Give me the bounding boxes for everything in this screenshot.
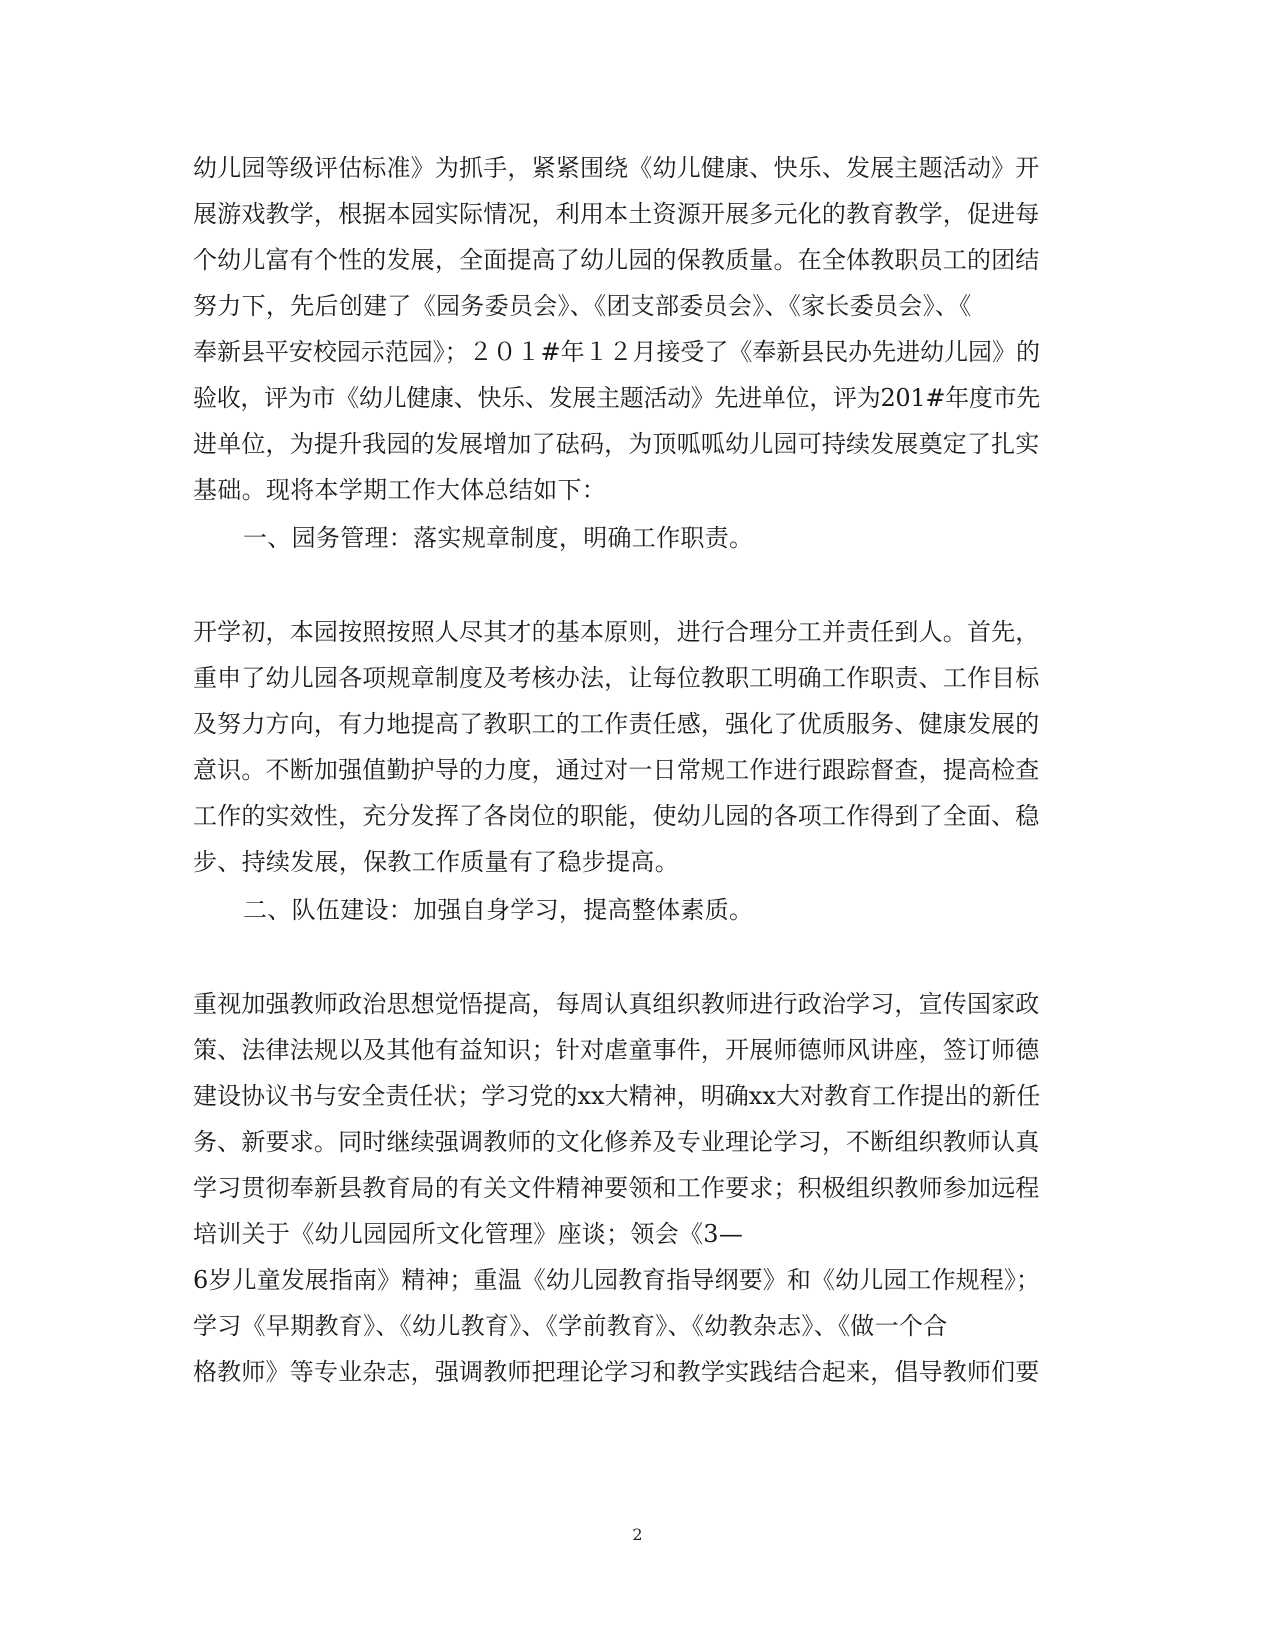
paragraph-3-line-1: 重视加强教师政治思想觉悟提高，每周认真组织教师进行政治学习，宣传国家政	[193, 990, 1040, 1018]
paragraph-2-line-3: 及努力方向，有力地提高了教职工的工作责任感，强化了优质服务、健康发展的	[193, 710, 1040, 738]
paragraph-2-line-6: 步、持续发展，保教工作质量有了稳步提高。	[193, 848, 679, 876]
paragraph-3-line-8: 学习《早期教育》、《幼儿教育》、《学前教育》、《幼教杂志》、《做一个合	[193, 1312, 948, 1340]
paragraph-3-line-9: 格教师》等专业杂志，强调教师把理论学习和教学实践结合起来，倡导教师们要	[193, 1358, 1040, 1386]
paragraph-1-line-7: 进单位，为提升我园的发展增加了砝码，为顶呱呱幼儿园可持续发展奠定了扎实	[193, 430, 1040, 458]
paragraph-3-line-7: 6岁儿童发展指南》精神；重温《幼儿园教育指导纲要》和《幼儿园工作规程》；	[193, 1266, 1041, 1294]
paragraph-1-line-3: 个幼儿富有个性的发展，全面提高了幼儿园的保教质量。在全体教职员工的团结	[193, 246, 1040, 274]
paragraph-3-line-5: 学习贯彻奉新县教育局的有关文件精神要领和工作要求；积极组织教师参加远程	[193, 1174, 1040, 1202]
paragraph-3-line-2: 策、法律法规以及其他有益知识；针对虐童事件，开展师德师风讲座，签订师德	[193, 1036, 1040, 1064]
page-number: 2	[632, 1525, 643, 1544]
paragraph-2-line-1: 开学初，本园按照按照人尽其才的基本原则，进行合理分工并责任到人。首先，	[193, 618, 1040, 646]
paragraph-1-line-5: 奉新县平安校园示范园》；２０１#年１２月接受了《奉新县民办先进幼儿园》的	[193, 338, 1040, 366]
paragraph-3-line-3: 建设协议书与安全责任状；学习党的xx大精神，明确xx大对教育工作提出的新任	[193, 1082, 1041, 1110]
paragraph-2-line-5: 工作的实效性，充分发挥了各岗位的职能，使幼儿园的各项工作得到了全面、稳	[193, 802, 1040, 830]
section-heading-2: 二、队伍建设：加强自身学习，提高整体素质。	[243, 896, 754, 924]
paragraph-3-line-4: 务、新要求。同时继续强调教师的文化修养及专业理论学习，不断组织教师认真	[193, 1128, 1040, 1156]
paragraph-3-line-6: 培训关于《幼儿园园所文化管理》座谈；领会《3—	[193, 1220, 744, 1248]
paragraph-2-line-2: 重申了幼儿园各项规章制度及考核办法，让每位教职工明确工作职责、工作目标	[193, 664, 1040, 692]
paragraph-2-line-4: 意识。不断加强值勤护导的力度，通过对一日常规工作进行跟踪督查，提高检查	[193, 756, 1040, 784]
paragraph-1-line-4: 努力下，先后创建了《园务委员会》、《团支部委员会》、《家长委员会》、《	[193, 292, 972, 320]
paragraph-1-line-8: 基础。现将本学期工作大体总结如下：	[193, 476, 607, 504]
paragraph-1-line-2: 展游戏教学，根据本园实际情况，利用本土资源开展多元化的教育教学，促进每	[193, 200, 1040, 228]
paragraph-1-line-6: 验收，评为市《幼儿健康、快乐、发展主题活动》先进单位，评为201#年度市先	[193, 384, 1041, 412]
paragraph-1-line-1: 幼儿园等级评估标准》为抓手，紧紧围绕《幼儿健康、快乐、发展主题活动》开	[193, 154, 1040, 182]
section-heading-1: 一、园务管理：落实规章制度，明确工作职责。	[243, 524, 754, 552]
